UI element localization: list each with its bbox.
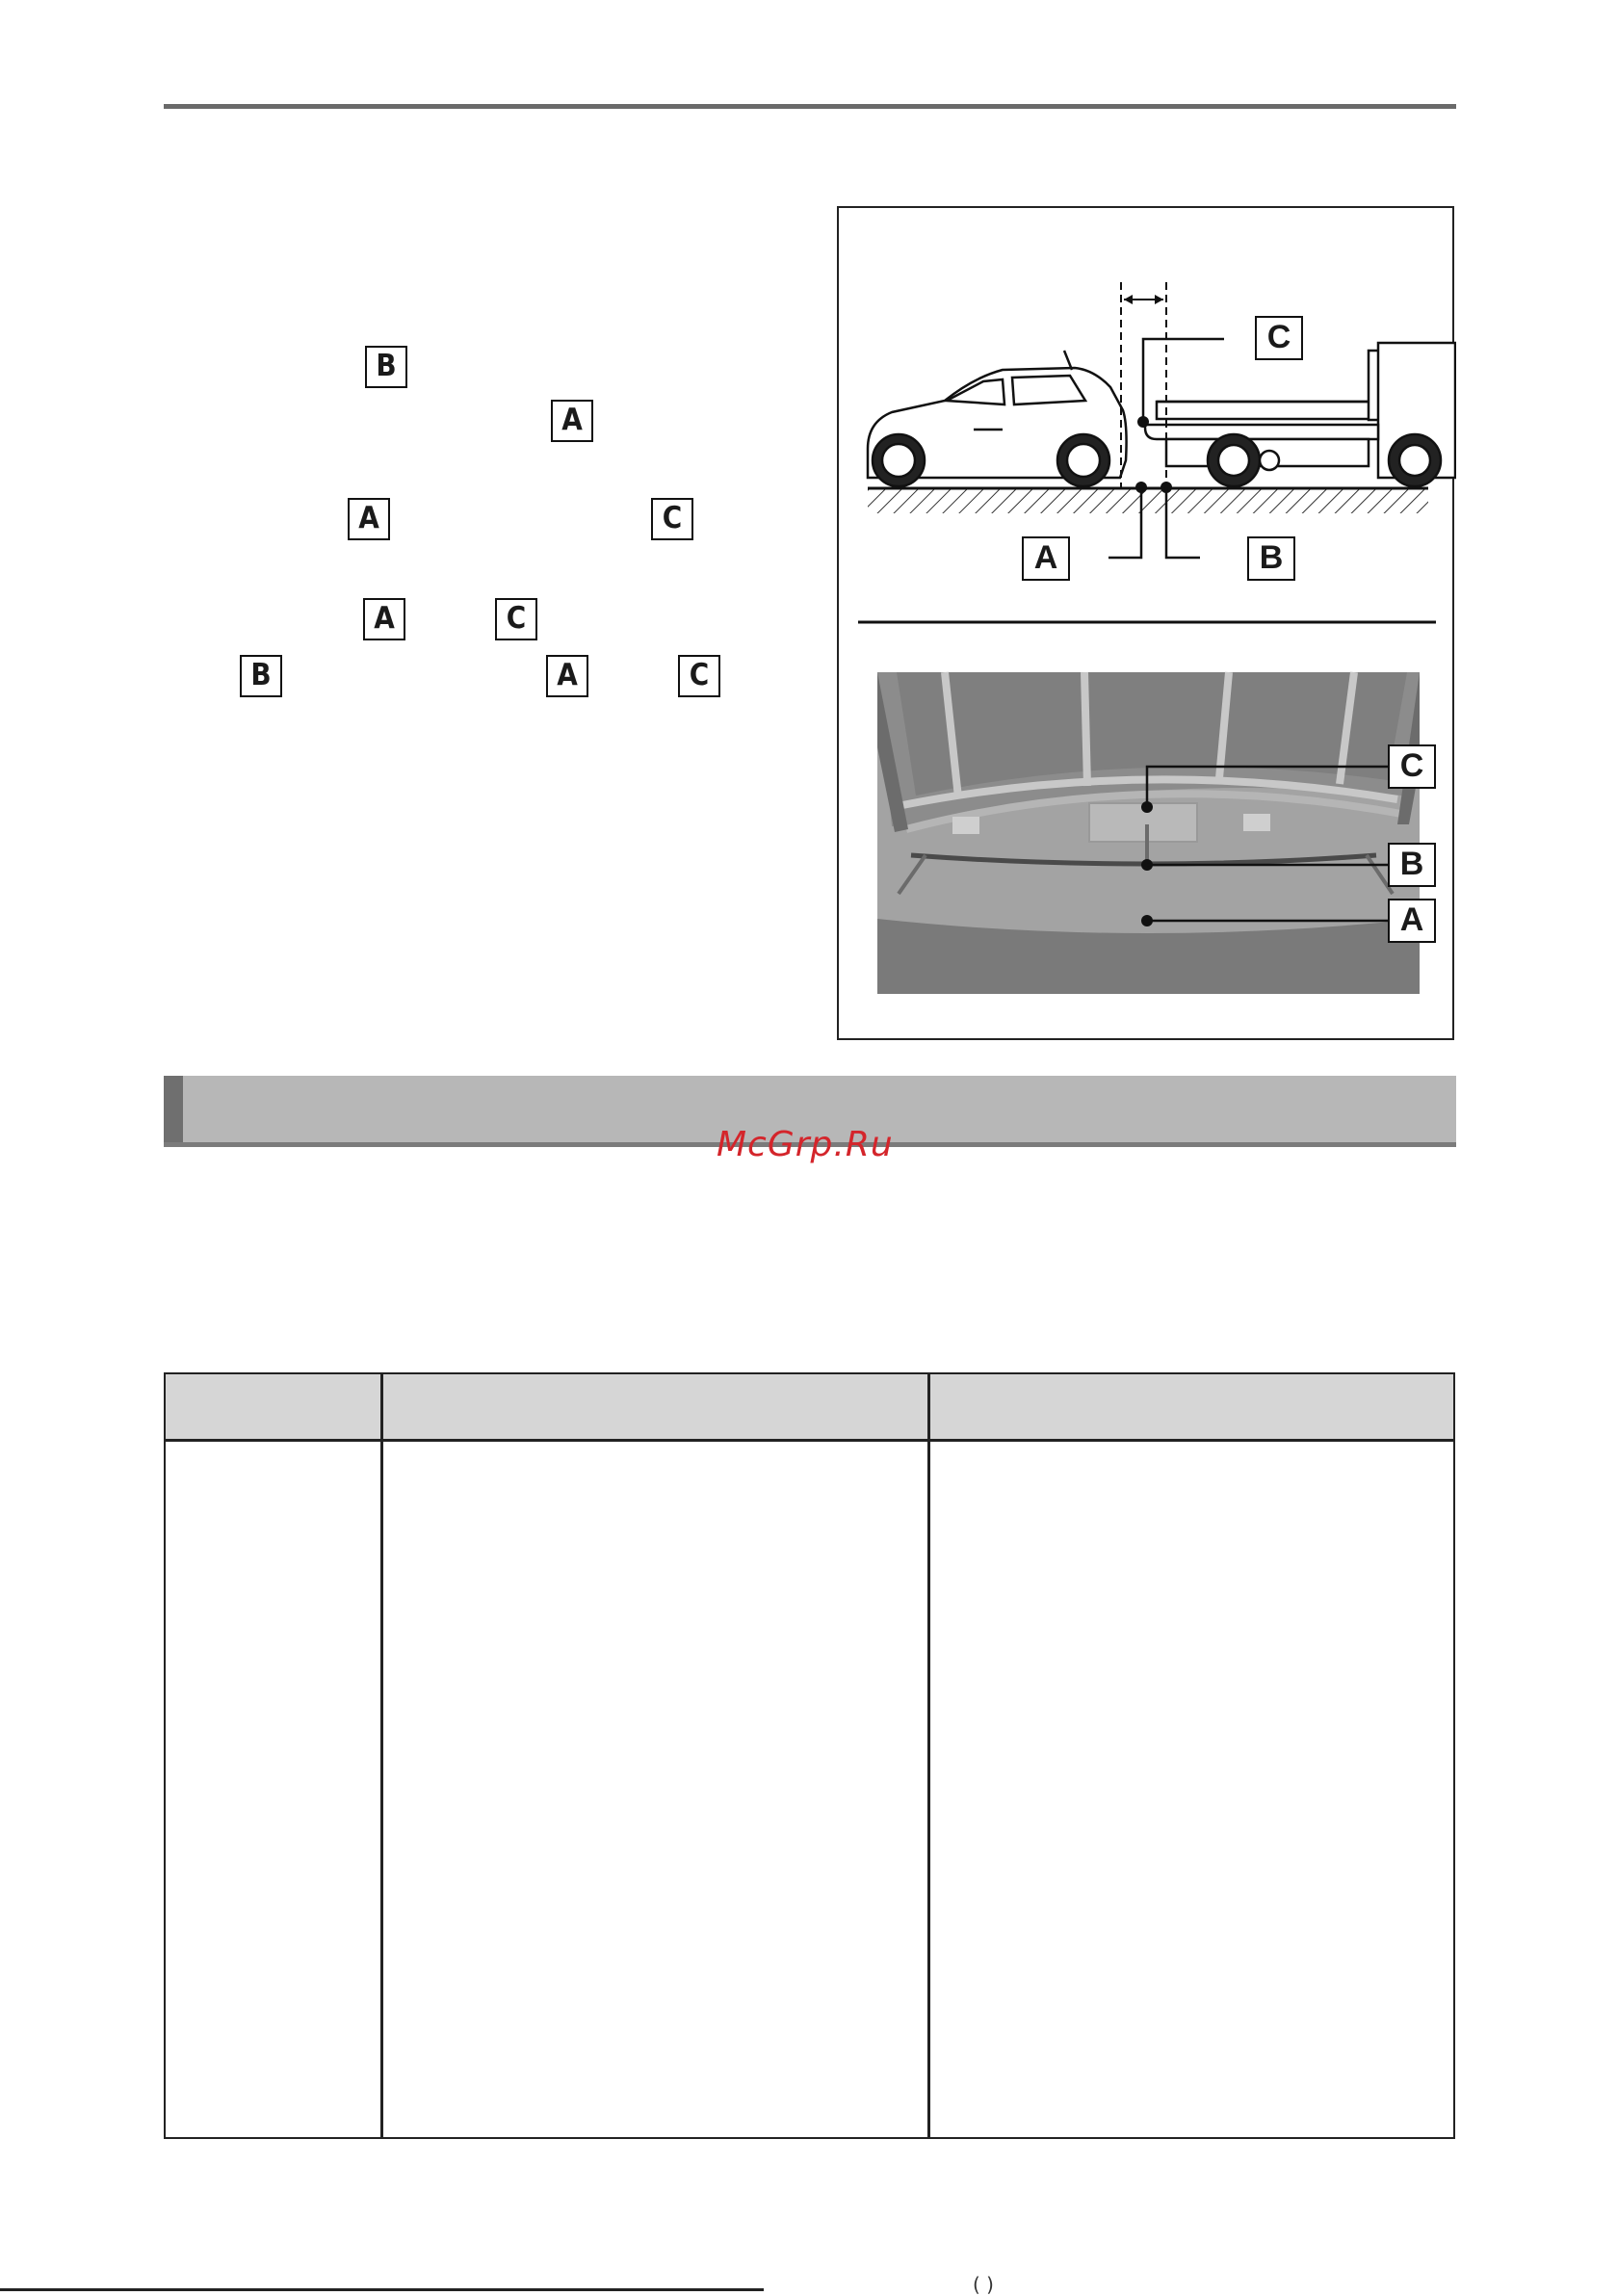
section-bar-tab	[164, 1076, 183, 1147]
callout-c-side: C	[1255, 316, 1303, 360]
figure-illustration	[839, 208, 1456, 1042]
table-column-divider	[927, 1374, 930, 2137]
info-table	[164, 1372, 1455, 2139]
header-rule	[164, 104, 1456, 109]
marker-c: C	[678, 655, 720, 697]
marker-c: C	[651, 498, 693, 540]
marker-c: C	[495, 598, 537, 640]
footer-rule	[0, 2288, 764, 2291]
marker-a: A	[363, 598, 405, 640]
callout-a-side: A	[1022, 536, 1070, 581]
side-view-illustration	[868, 282, 1455, 558]
truck-illustration	[1145, 343, 1455, 486]
callout-a-camera: A	[1388, 899, 1436, 943]
watermark: McGrp.Ru	[717, 1125, 894, 1164]
callout-c-camera: C	[1388, 744, 1436, 789]
marker-b: B	[240, 655, 282, 697]
camera-view-illustration	[877, 672, 1420, 994]
marker-a: A	[551, 400, 593, 442]
marker-a: A	[546, 655, 588, 697]
ground-hatch	[868, 488, 1428, 513]
callout-b-camera: B	[1388, 843, 1436, 887]
car-illustration	[868, 351, 1127, 486]
marker-a: A	[348, 498, 390, 540]
footer-fragment: ( )	[973, 2273, 994, 2296]
marker-b: B	[365, 346, 407, 388]
table-column-divider	[380, 1374, 383, 2137]
parking-distance-figure	[837, 206, 1454, 1040]
table-header-row	[166, 1374, 1453, 1442]
callout-b-side: B	[1247, 536, 1295, 581]
